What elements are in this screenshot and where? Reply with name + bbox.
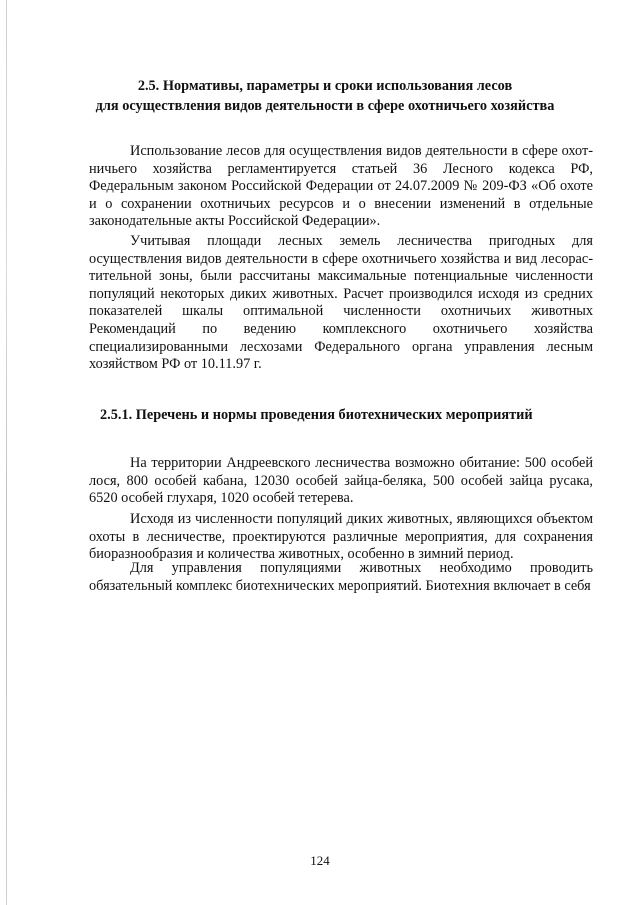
paragraph-legal-basis: Использование лесов для осуществления видов деятельности в сфере охотничьего хозяйства регламентируется статьей 36 Лесного кодекса РФ, Федеральным законом Российской Федерации от 24.07.2009 № 209-ФЗ «Об охоте и о сохранении охотничьих ресурсов и о внесении изменений в отдельные законодательные акты Российской Федерации».: [89, 143, 593, 230]
section-heading-line-2: для осуществления видов деятельности в сфере охотничьего хозяйства: [95, 98, 555, 114]
section-heading-line-1: 2.5. Нормативы, параметры и сроки использования лесов: [137, 78, 513, 94]
paragraph-biotechnical-complex: Для управления популяциями животных необходимо проводить обязательный комплекс биотехнических мероприятий. Биотехния включает в себя: [89, 560, 593, 594]
page-number: 124: [310, 853, 330, 868]
section-heading: [60, 76, 590, 116]
paragraph-measures: Исходя из численности популяций диких животных, являющихся объектом охоты в лесничестве, проектируются различные мероприятия, для сохранения биоразнообразия и количества животных, особенно в зимний период.: [89, 511, 593, 563]
paragraph-population-calculation: Учитывая площади лесных земель лесничества пригодных для осуществления видов деятельности в сфере охотничьего хозяйства и вид лесорастительной зоны, были рассчитаны максимальные потенциальные численности популяций некоторых диких животных. Расчет производился исходя из средних показателей шкалы оптимальной численности охотничьих животных Рекомендаций по ведению комплексного охотничьего хозяйства специализированными лесхозами Федерального органа управления лесным хозяйством РФ от 10.11.97 г.: [89, 233, 593, 373]
paragraph-animal-counts: На территории Андреевского лесничества возможно обитание: 500 особей лося, 800 особей кабана, 12030 особей зайца-беляка, 500 особей зайца русака, 6520 особей глухаря, 1020 особей тетерева.: [89, 455, 593, 507]
subsection-heading: 2.5.1. Перечень и нормы проведения биотехнических мероприятий: [100, 407, 533, 423]
scan-binding-edge: [6, 0, 7, 905]
